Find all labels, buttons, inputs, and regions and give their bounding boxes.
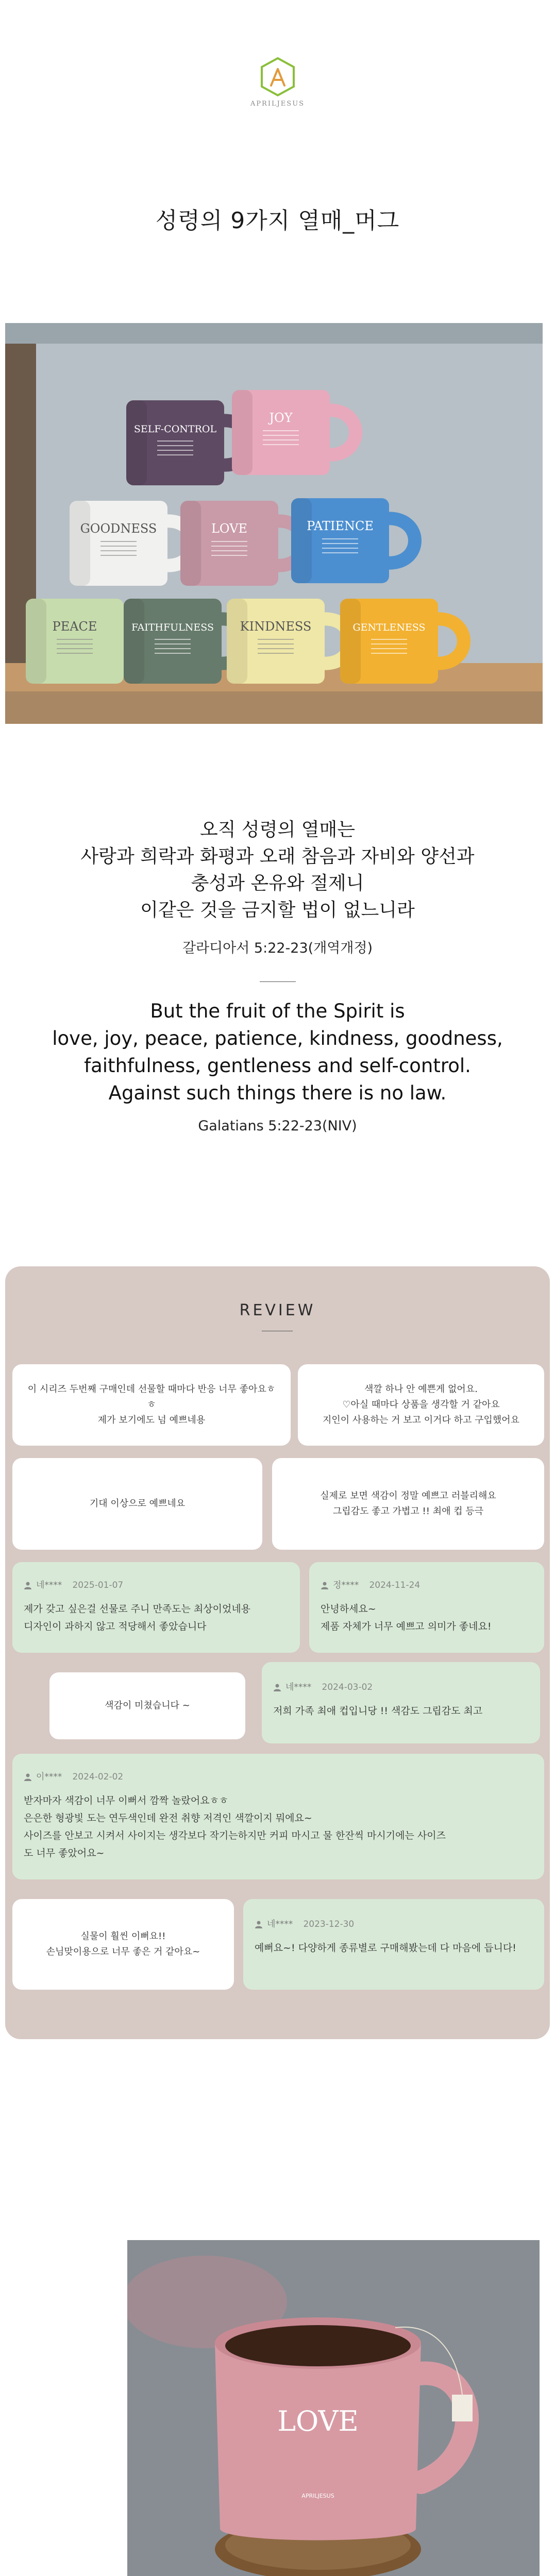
review-text: 기대 이상으로 예쁘네요 — [89, 1498, 186, 1509]
review-heading: REVIEW — [239, 1301, 316, 1319]
mug-word: LOVE — [277, 2405, 359, 2437]
review-text: 색깔 하나 안 예쁜게 없어요. — [364, 1384, 478, 1395]
review-text: 이 시리즈 두번째 구매인데 선물할 때마다 반응 너무 좋아요ㅎㅎ — [27, 1384, 276, 1410]
scripture-english-line: love, joy, peace, patience, kindness, goodness, — [52, 1027, 503, 1049]
mug-label: GENTLENESS — [352, 622, 426, 633]
review-meta — [24, 1578, 289, 1593]
review-user: 네**** — [267, 1919, 293, 1929]
review-card — [12, 1562, 300, 1653]
review-date: 2023-12-30 — [303, 1919, 355, 1929]
review-text: 제가 보기에도 넘 예쁘네용 — [97, 1415, 206, 1426]
review-text: 저희 가족 최애 컵입니당 !! 색감도 그립감도 최고 — [273, 1705, 483, 1717]
review-section — [5, 1266, 550, 2039]
review-meta — [24, 1769, 533, 1785]
review-text: 실제로 보면 색감이 정말 예쁘고 러블리해요 — [320, 1490, 496, 1501]
review-text: 실물이 훨씬 이뻐요!! — [80, 1931, 166, 1942]
review-text: 색감이 미쳤습니다 ~ — [105, 1700, 190, 1711]
mug-brand: APRILJESUS — [301, 2493, 334, 2499]
review-card — [298, 1364, 544, 1446]
review-card — [272, 1458, 544, 1550]
scripture-korean-line: 이같은 것을 금지할 법이 없느니라 — [140, 900, 415, 921]
review-card — [12, 1899, 234, 1990]
mug-label: LOVE — [211, 521, 248, 536]
review-user: 네**** — [285, 1682, 312, 1692]
mug-label: PEACE — [52, 619, 97, 634]
hero-mugs-photo — [5, 323, 543, 724]
review-date: 2024-03-02 — [322, 1682, 373, 1692]
user-icon — [24, 1773, 32, 1781]
review-text: 그립감도 좋고 가볍고 !! 최애 컵 등극 — [332, 1506, 484, 1517]
review-text: 도 너무 좋았어요~ — [24, 1848, 105, 1859]
review-user: 정**** — [333, 1580, 359, 1590]
mug-label: PATIENCE — [307, 519, 374, 533]
scripture-korean-reference: 갈라디아서 5:22-23(개역개정) — [182, 940, 373, 956]
review-text: 안녕하세요~ — [321, 1603, 376, 1615]
scripture-english-line: faithfulness, gentleness and self-control. — [84, 1055, 471, 1077]
mug-label: JOY — [269, 411, 293, 425]
review-text: 사이즈를 안보고 시켜서 사이지는 생각보다 작기는하지만 커피 마시고 물 한잔씩 마시기에는 사이즈 — [24, 1830, 446, 1841]
scripture-korean-line: 충성과 온유와 절제니 — [191, 873, 364, 894]
page-title: 성령의 9가지 열매_머그 — [155, 208, 400, 234]
review-date: 2024-11-24 — [369, 1580, 421, 1590]
mug-label: SELF-CONTROL — [133, 423, 217, 435]
mug-label: FAITHFULNESS — [131, 622, 214, 633]
review-text: 지인이 사용하는 거 보고 이거다 하고 구입했어요 — [322, 1415, 520, 1426]
review-text: 디자인이 과하지 않고 적당해서 좋았습니다 — [24, 1621, 207, 1632]
scripture-english — [0, 997, 555, 1107]
scripture-korean — [0, 817, 555, 924]
review-card — [309, 1562, 544, 1653]
scripture-divider — [260, 981, 296, 982]
brand-logo — [0, 57, 555, 108]
review-card — [243, 1899, 544, 1990]
review-text: ♡아실 때마다 상품을 생각할 거 같아요 — [342, 1399, 500, 1410]
review-text: 제가 갖고 싶은걸 선물로 주니 만족도는 최상이었네용 — [24, 1603, 251, 1615]
mug-label: KINDNESS — [240, 619, 312, 634]
review-card — [12, 1364, 291, 1446]
review-text: 제품 자체가 너무 예쁘고 의미가 좋네요! — [321, 1621, 492, 1632]
scripture-english-line: But the fruit of the Spirit is — [150, 1000, 405, 1022]
review-card — [49, 1672, 245, 1739]
mug-label: GOODNESS — [80, 521, 157, 536]
love-mug-photo — [127, 2240, 540, 2576]
review-meta — [255, 1917, 533, 1932]
user-icon — [321, 1581, 329, 1589]
review-date: 2025-01-07 — [72, 1580, 124, 1590]
brand-name: APRILJESUS — [250, 100, 305, 108]
review-text: 손님맞이용으로 너무 좋은 거 같아요~ — [46, 1946, 200, 1957]
review-card — [12, 1458, 262, 1550]
review-text: 받자마자 색감이 너무 이뻐서 깜짝 놀랐어요ㅎㅎ — [24, 1795, 229, 1806]
review-date: 2024-02-02 — [72, 1772, 124, 1782]
review-text: 예뻐요~! 다양하게 종류별로 구매해봤는데 다 마음에 듭니다! — [255, 1942, 516, 1954]
review-user: 이**** — [36, 1772, 62, 1782]
scripture-english-reference: Galatians 5:22-23(NIV) — [198, 1118, 357, 1134]
review-meta — [321, 1578, 533, 1593]
review-user: 네**** — [36, 1580, 62, 1590]
review-card — [12, 1754, 544, 1879]
scripture-english-line: Against such things there is no law. — [108, 1082, 447, 1104]
user-icon — [273, 1683, 281, 1691]
user-icon — [24, 1581, 32, 1589]
review-text: 은은한 형광빛 도는 연두색인데 완전 취향 저격인 색깔이지 뭐에요~ — [24, 1812, 312, 1824]
brand-logo-icon — [260, 57, 296, 97]
user-icon — [255, 1920, 263, 1928]
scripture-korean-line: 사랑과 희락과 화평과 오래 참음과 자비와 양선과 — [80, 846, 475, 867]
review-card — [262, 1662, 540, 1743]
review-meta — [273, 1680, 529, 1695]
scripture-korean-line: 오직 성령의 열매는 — [199, 819, 356, 840]
